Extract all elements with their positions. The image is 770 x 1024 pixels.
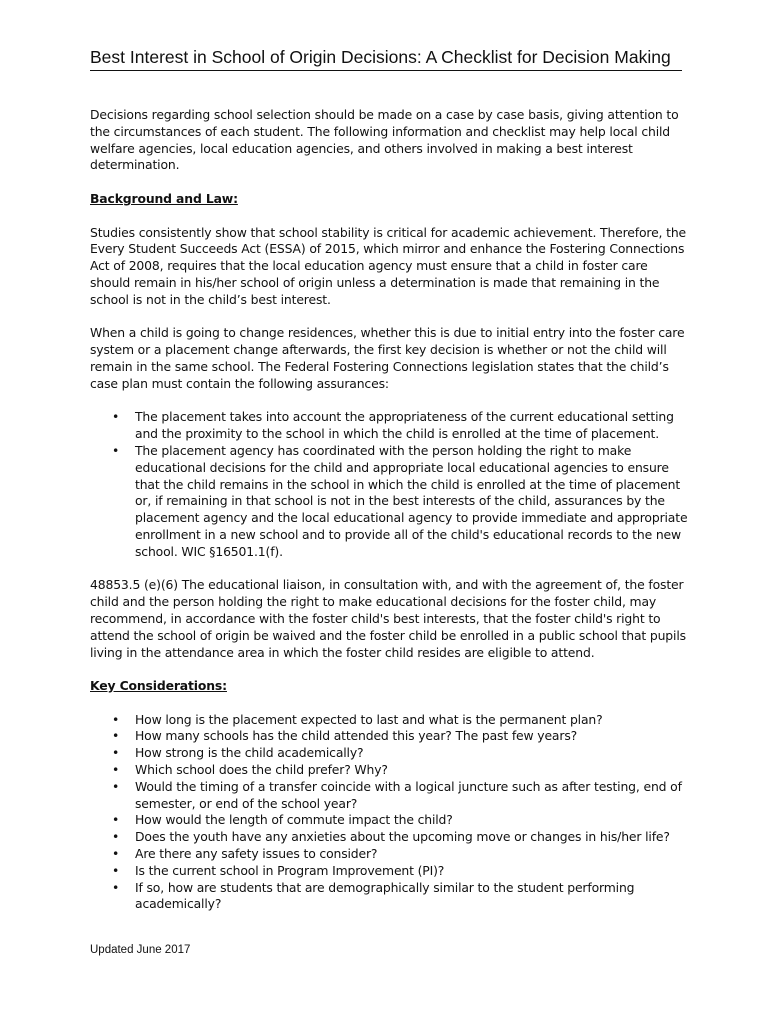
bullet-icon: • — [112, 745, 120, 761]
list-item: • Would the timing of a transfer coincide with a logical juncture such as after testing, end of semester, or end of the school year? — [112, 778, 682, 811]
list-item: • How long is the placement expected to last and what is the permanent plan? — [112, 711, 603, 727]
page-title: Best Interest in School of Origin Decisions: A Checklist for Decision Making — [90, 45, 682, 71]
list-item: • Does the youth have any anxieties about the upcoming move or changes in his/her life? — [112, 829, 670, 845]
bullet-icon: • — [112, 728, 120, 744]
bullet-icon: • — [112, 762, 120, 778]
background-paragraph-2: When a child is going to change residences, whether this is due to initial entry into the foster care system or a placement change afterwards, the first key decision is whether or not the child will remain in the same school. The Federal Fostering Connections legislation states that the child’s case plan must contain the following assurances: — [90, 325, 685, 391]
background-paragraph-1: Studies consistently show that school stability is critical for academic achievement. Therefore, the Every Student Succeeds Act (ESSA) of 2015, which mirror and enhance the Fostering Connections Act of 2008, requires that the local education agency must ensure that a child in foster care should remain in his/her school of origin unless a determination is made that remaining in the school is not in the child’s best interest. — [90, 224, 687, 307]
list-item: • How would the length of commute impact the child? — [112, 812, 453, 828]
bullet-icon: • — [112, 409, 120, 425]
intro-paragraph: Decisions regarding school selection should be made on a case by case basis, giving attention to the circumstances of each student. The following information and checklist may help local child welfare agencies, local education agencies, and others involved in making a best interest determination. — [90, 107, 679, 173]
document-body — [90, 107, 690, 913]
background-heading: Background and Law: — [90, 190, 238, 206]
background-paragraph-3: 48853.5 (e)(6) The educational liaison, in consultation with, and with the agreement of, the foster child and the person holding the right to make educational decisions for the foster child, may recommend, in accordance with the foster child's best interests, that the foster child's right to attend the school of origin be waived and the foster child be enrolled in a public school that pupils living in the attendance area in which the foster child resides are eligible to attend. — [90, 577, 686, 660]
list-item: • If so, how are students that are demographically similar to the student performing academically? — [112, 879, 635, 912]
bullet-icon: • — [112, 829, 120, 845]
list-item: • How many schools has the child attended this year? The past few years? — [112, 728, 578, 744]
considerations-heading: Key Considerations: — [90, 678, 227, 694]
bullet-icon: • — [112, 778, 120, 794]
bullet-icon: • — [112, 812, 120, 828]
list-item: • Which school does the child prefer? Why? — [112, 762, 388, 778]
bullet-icon: • — [112, 711, 120, 727]
bullet-icon: • — [112, 846, 120, 862]
list-item: • Is the current school in Program Improvement (PI)? — [112, 862, 445, 878]
list-item: • The placement takes into account the appropriateness of the current educational setting and the proximity to the school in which the child is enrolled at the time of placement. — [112, 409, 674, 442]
footer-updated: Updated June 2017 — [90, 944, 191, 956]
considerations-list — [90, 712, 690, 914]
bullet-icon: • — [112, 862, 120, 878]
bullet-icon: • — [112, 879, 120, 895]
list-item: • Are there any safety issues to consider? — [112, 846, 378, 862]
assurances-list — [90, 409, 690, 560]
list-item: • The placement agency has coordinated with the person holding the right to make educational decisions for the child and appropriate local educational agencies to ensure that the child remains in the school in which the child is enrolled at the time of placement or, if remaining in that school is not in the best interests of the child, assurances by the placement agency and the local educational agency to provide immediate and appropriate enrollment in a new school and to provide all of the child's educational records to the new school. WIC §16501.1(f). — [112, 442, 688, 559]
bullet-icon: • — [112, 442, 120, 458]
list-item: • How strong is the child academically? — [112, 745, 364, 761]
